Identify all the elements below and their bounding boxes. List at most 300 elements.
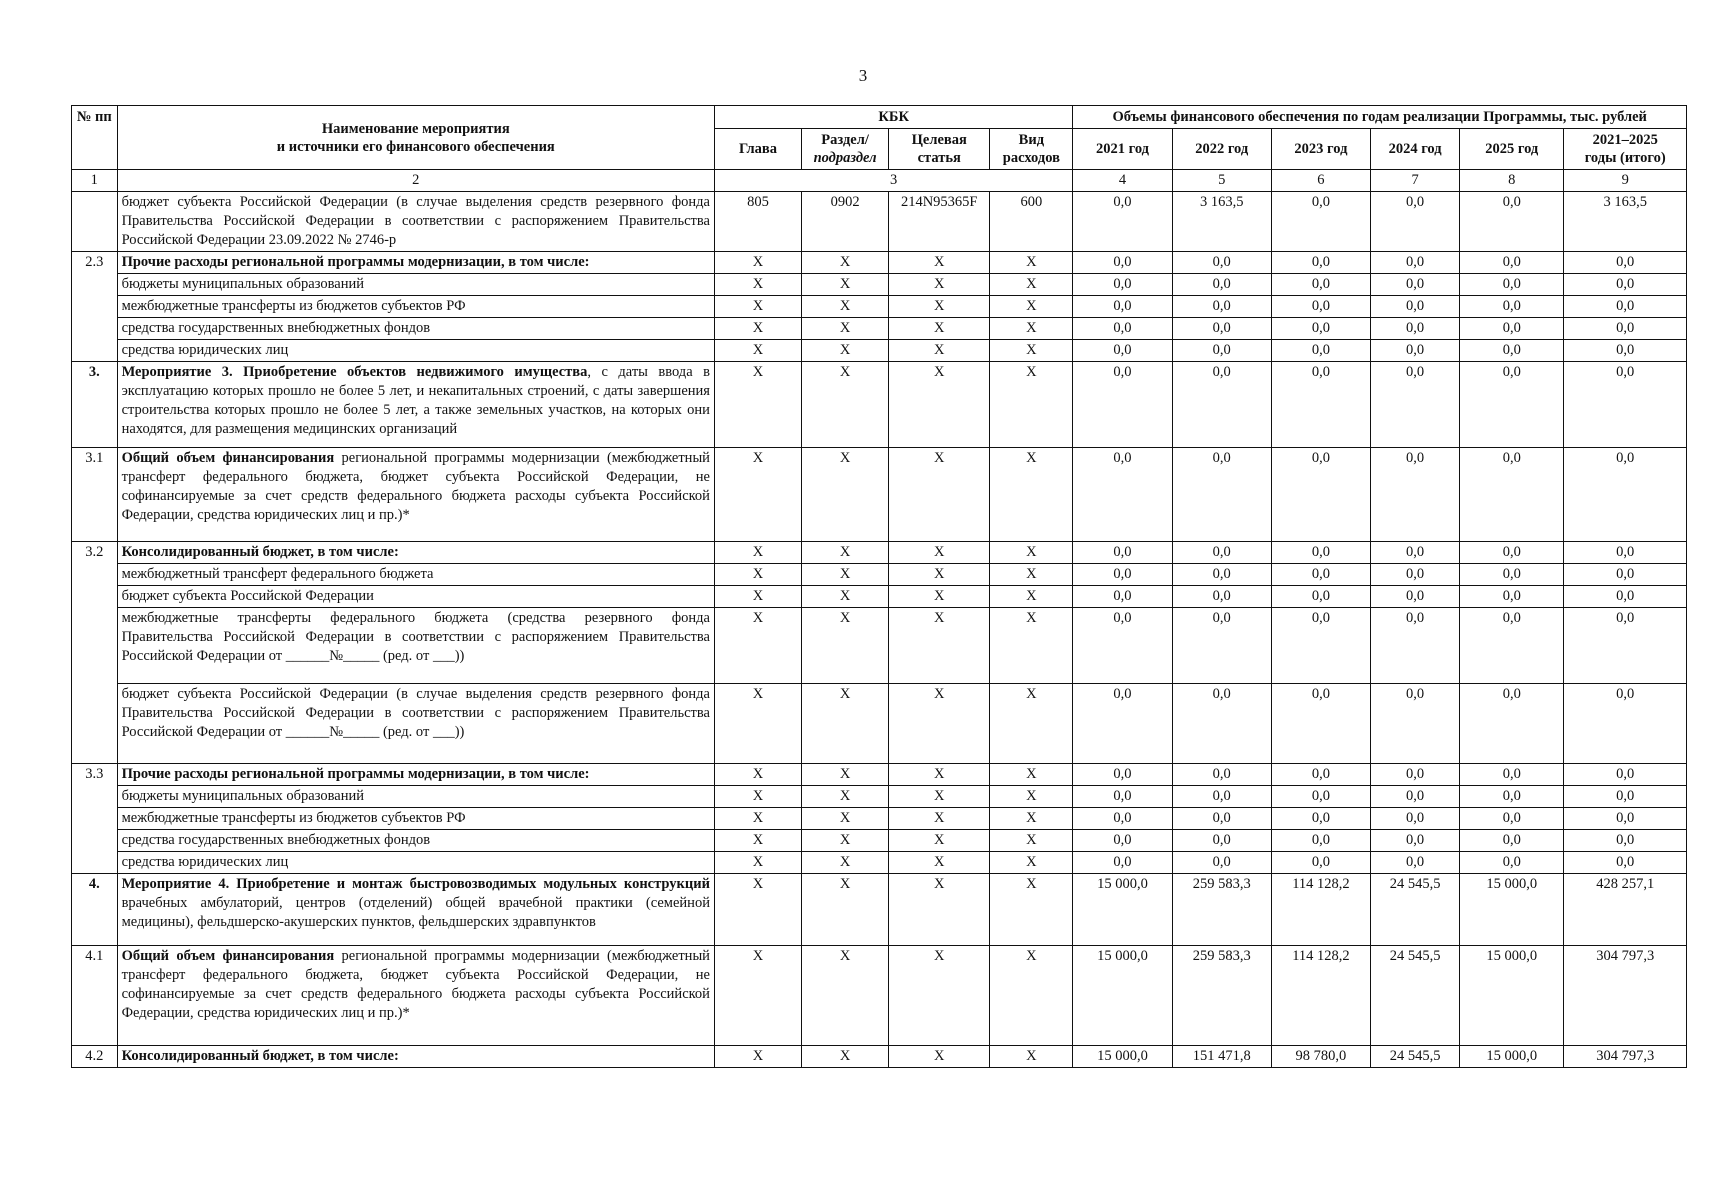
row-value: 0,0 xyxy=(1271,542,1370,564)
row-value: 0,0 xyxy=(1460,448,1564,542)
row-value: 0,0 xyxy=(1564,318,1687,340)
row-value: 0,0 xyxy=(1460,296,1564,318)
row-value: Х xyxy=(802,340,889,362)
row-name-bold: Мероприятие 4. Приобретение и монтаж быстровозводимых модульных конструкций xyxy=(121,876,710,892)
row-value: 0,0 xyxy=(1564,362,1687,448)
row-value: Х xyxy=(990,874,1073,946)
row-name xyxy=(117,318,714,340)
row-value: 0,0 xyxy=(1271,274,1370,296)
row-value: 0,0 xyxy=(1271,362,1370,448)
row-value: 0,0 xyxy=(1371,852,1460,874)
row-value: Х xyxy=(802,684,889,764)
row-value: 0,0 xyxy=(1564,830,1687,852)
row-value: 0,0 xyxy=(1564,808,1687,830)
row-value: 0,0 xyxy=(1460,542,1564,564)
row-value: Х xyxy=(802,318,889,340)
row-value: Х xyxy=(889,340,990,362)
header-total-b: годы (итого) xyxy=(1584,150,1666,166)
row-value: Х xyxy=(714,362,801,448)
row-value: Х xyxy=(990,296,1073,318)
table-row xyxy=(72,564,1687,586)
colnum: 4 xyxy=(1073,170,1172,192)
row-value: 0,0 xyxy=(1460,586,1564,608)
row-value: 0,0 xyxy=(1172,296,1271,318)
row-value: Х xyxy=(714,1046,801,1068)
row-name-bold: Консолидированный бюджет, в том числе: xyxy=(121,1048,399,1064)
row-value: 0,0 xyxy=(1371,192,1460,252)
table-row xyxy=(72,808,1687,830)
row-value: 114 128,2 xyxy=(1271,874,1370,946)
row-value: 0,0 xyxy=(1073,608,1172,684)
row-value: Х xyxy=(889,296,990,318)
row-value: 0,0 xyxy=(1271,808,1370,830)
header-2025: 2025 год xyxy=(1460,129,1564,170)
row-value: Х xyxy=(802,252,889,274)
row-index: 4.1 xyxy=(72,946,118,1046)
row-value: 0,0 xyxy=(1271,318,1370,340)
row-value: 0,0 xyxy=(1073,448,1172,542)
table-row xyxy=(72,684,1687,764)
row-value: 0,0 xyxy=(1564,684,1687,764)
row-value: 0,0 xyxy=(1564,274,1687,296)
row-index: 3.3 xyxy=(72,764,118,874)
row-value: 259 583,3 xyxy=(1172,946,1271,1046)
row-value: 0,0 xyxy=(1271,296,1370,318)
row-name-text: межбюджетные трансферты из бюджетов субъектов РФ xyxy=(121,298,466,314)
header-glava: Глава xyxy=(714,129,801,170)
row-value: 0,0 xyxy=(1271,764,1370,786)
row-value: Х xyxy=(889,586,990,608)
row-name xyxy=(117,448,714,542)
row-value: 24 545,5 xyxy=(1371,874,1460,946)
row-value: Х xyxy=(889,874,990,946)
header-name xyxy=(117,106,714,170)
row-index: 3.2 xyxy=(72,542,118,764)
row-value: 0,0 xyxy=(1564,786,1687,808)
table-row xyxy=(72,362,1687,448)
table-row xyxy=(72,764,1687,786)
colnum: 1 xyxy=(72,170,118,192)
row-value: Х xyxy=(889,252,990,274)
row-value: 151 471,8 xyxy=(1172,1046,1271,1068)
row-value: 0,0 xyxy=(1271,608,1370,684)
row-value: 0,0 xyxy=(1564,586,1687,608)
row-name xyxy=(117,1046,714,1068)
row-value: 0,0 xyxy=(1172,340,1271,362)
row-value: 600 xyxy=(990,192,1073,252)
row-value: Х xyxy=(714,252,801,274)
row-value: 0,0 xyxy=(1172,362,1271,448)
row-value: 0,0 xyxy=(1073,192,1172,252)
row-value: Х xyxy=(802,448,889,542)
row-name xyxy=(117,586,714,608)
financing-table xyxy=(71,105,1687,1068)
row-value: 0,0 xyxy=(1564,448,1687,542)
row-value: 0,0 xyxy=(1172,808,1271,830)
row-value: 214N95365F xyxy=(889,192,990,252)
row-index: 4.2 xyxy=(72,1046,118,1068)
table-row xyxy=(72,586,1687,608)
row-name-text: бюджеты муниципальных образований xyxy=(121,788,364,804)
row-value: 24 545,5 xyxy=(1371,1046,1460,1068)
row-value: 0,0 xyxy=(1371,296,1460,318)
row-value: Х xyxy=(714,764,801,786)
row-value: 98 780,0 xyxy=(1271,1046,1370,1068)
table-row xyxy=(72,786,1687,808)
row-value: Х xyxy=(990,252,1073,274)
row-value: 15 000,0 xyxy=(1073,874,1172,946)
row-value: Х xyxy=(889,542,990,564)
row-value: Х xyxy=(990,586,1073,608)
row-value: 0902 xyxy=(802,192,889,252)
row-value: 24 545,5 xyxy=(1371,946,1460,1046)
row-value: Х xyxy=(889,274,990,296)
row-value: 0,0 xyxy=(1073,362,1172,448)
colnum: 6 xyxy=(1271,170,1370,192)
row-value: 0,0 xyxy=(1271,786,1370,808)
row-value: 0,0 xyxy=(1371,764,1460,786)
row-value: 0,0 xyxy=(1172,252,1271,274)
table-row xyxy=(72,274,1687,296)
header-2021: 2021 год xyxy=(1073,129,1172,170)
header-name-line1: Наименование мероприятия xyxy=(321,120,510,137)
row-value: 0,0 xyxy=(1073,252,1172,274)
row-value: Х xyxy=(889,564,990,586)
header-total-a: 2021–2025 xyxy=(1592,132,1658,148)
row-name-text: бюджеты муниципальных образований xyxy=(121,276,364,292)
row-value: 0,0 xyxy=(1371,808,1460,830)
row-value: 0,0 xyxy=(1172,586,1271,608)
row-value: Х xyxy=(714,318,801,340)
row-value: 0,0 xyxy=(1073,764,1172,786)
header-2022: 2022 год xyxy=(1172,129,1271,170)
header-vid-a: Вид xyxy=(1018,132,1045,148)
row-value: Х xyxy=(802,586,889,608)
row-index: 2.3 xyxy=(72,252,118,362)
row-value: Х xyxy=(889,608,990,684)
row-name-bold: Консолидированный бюджет, в том числе: xyxy=(121,544,399,560)
row-value: 0,0 xyxy=(1271,340,1370,362)
row-name-text: региональной программы модернизации (межбюджетный трансферт федерального бюджета, бюджет субъекта Российской Федерации, не софинансируемые за счет средств федерального бюджета расходы субъекта Российской Федерации, средства юридических лиц и пр.)* xyxy=(121,450,710,523)
row-value: 0,0 xyxy=(1460,274,1564,296)
row-value: 0,0 xyxy=(1371,340,1460,362)
row-value: 0,0 xyxy=(1564,608,1687,684)
row-name-text: межбюджетные трансферты федерального бюджета (средства резервного фонда Правительства Российской Федерации в соответствии с распоряжением Правительства Российской Федерации от ______№_____ (ред. от ___)) xyxy=(121,610,710,664)
row-value: Х xyxy=(889,448,990,542)
row-value: Х xyxy=(990,946,1073,1046)
row-value: Х xyxy=(802,764,889,786)
row-value: 0,0 xyxy=(1371,252,1460,274)
row-value: 0,0 xyxy=(1271,252,1370,274)
row-value: 0,0 xyxy=(1271,448,1370,542)
row-value: Х xyxy=(802,1046,889,1068)
row-value: Х xyxy=(889,830,990,852)
row-value: Х xyxy=(802,296,889,318)
row-name-bold: Общий объем финансирования xyxy=(121,450,335,466)
table-row xyxy=(72,340,1687,362)
row-value: Х xyxy=(714,684,801,764)
row-value: 0,0 xyxy=(1172,564,1271,586)
row-value: Х xyxy=(714,564,801,586)
row-value: 0,0 xyxy=(1073,318,1172,340)
row-value: 0,0 xyxy=(1564,542,1687,564)
row-name xyxy=(117,296,714,318)
row-value: 0,0 xyxy=(1073,296,1172,318)
row-value: Х xyxy=(990,274,1073,296)
row-value: 428 257,1 xyxy=(1564,874,1687,946)
row-value: 0,0 xyxy=(1564,340,1687,362)
row-value: Х xyxy=(990,608,1073,684)
colnum: 2 xyxy=(117,170,714,192)
row-index xyxy=(72,192,118,252)
row-name-text: бюджет субъекта Российской Федерации xyxy=(121,588,374,604)
table-row xyxy=(72,946,1687,1046)
table-row xyxy=(72,448,1687,542)
row-name xyxy=(117,874,714,946)
row-value: 0,0 xyxy=(1073,852,1172,874)
row-value: 0,0 xyxy=(1371,274,1460,296)
row-name-bold: Прочие расходы региональной программы модернизации, в том числе: xyxy=(121,766,590,782)
table-row xyxy=(72,542,1687,564)
row-name xyxy=(117,608,714,684)
row-value: 0,0 xyxy=(1460,764,1564,786)
row-value: Х xyxy=(990,564,1073,586)
row-value: Х xyxy=(802,946,889,1046)
colnum: 8 xyxy=(1460,170,1564,192)
row-value: 15 000,0 xyxy=(1073,946,1172,1046)
row-value: 0,0 xyxy=(1172,852,1271,874)
table-row xyxy=(72,830,1687,852)
row-value: 0,0 xyxy=(1172,764,1271,786)
row-name-text: межбюджетный трансферт федерального бюджета xyxy=(121,566,434,582)
row-name xyxy=(117,684,714,764)
row-name-text: бюджет субъекта Российской Федерации (в случае выделения средств резервного фонда Правительства Российской Федерации в соответствии с распоряжением Правительства Российской Федерации 23.09.2022 № 2746-р xyxy=(121,194,710,248)
row-value: Х xyxy=(802,274,889,296)
row-value: 0,0 xyxy=(1564,296,1687,318)
row-value: Х xyxy=(714,340,801,362)
row-value: Х xyxy=(802,542,889,564)
row-name-text: , с даты ввода в эксплуатацию которых прошло не более 5 лет, и некапитальных строений, с даты завершения строительства которых прошло не более 5 лет, а также земельных участков, на которых они находятся, для размещения медицинских организаций xyxy=(121,364,710,437)
row-value: 114 128,2 xyxy=(1271,946,1370,1046)
row-value: Х xyxy=(714,448,801,542)
row-value: 0,0 xyxy=(1460,192,1564,252)
row-value: 0,0 xyxy=(1073,274,1172,296)
row-value: Х xyxy=(889,786,990,808)
row-value: 0,0 xyxy=(1271,586,1370,608)
row-value: Х xyxy=(714,586,801,608)
row-value: Х xyxy=(990,786,1073,808)
row-value: 0,0 xyxy=(1564,564,1687,586)
row-value: 0,0 xyxy=(1460,564,1564,586)
row-name-text: средства государственных внебюджетных фондов xyxy=(121,320,431,336)
row-value: Х xyxy=(990,448,1073,542)
row-name xyxy=(117,764,714,786)
row-value: Х xyxy=(990,362,1073,448)
row-value: Х xyxy=(802,808,889,830)
row-value: Х xyxy=(990,764,1073,786)
row-value: 0,0 xyxy=(1172,448,1271,542)
row-value: 0,0 xyxy=(1460,318,1564,340)
table-row xyxy=(72,852,1687,874)
row-value: Х xyxy=(802,786,889,808)
row-value: Х xyxy=(714,542,801,564)
row-name-bold: Прочие расходы региональной программы модернизации, в том числе: xyxy=(121,254,590,270)
table-row xyxy=(72,874,1687,946)
header-num: № пп xyxy=(72,106,118,170)
row-index: 4. xyxy=(72,874,118,946)
row-value: 0,0 xyxy=(1371,586,1460,608)
header-2024: 2024 год xyxy=(1371,129,1460,170)
row-name xyxy=(117,340,714,362)
row-name xyxy=(117,192,714,252)
row-value: Х xyxy=(889,808,990,830)
header-total xyxy=(1564,129,1687,170)
page-number: 3 xyxy=(858,66,868,85)
row-value: Х xyxy=(802,564,889,586)
row-value: Х xyxy=(889,1046,990,1068)
row-value: Х xyxy=(990,1046,1073,1068)
row-value: 0,0 xyxy=(1073,564,1172,586)
row-value: 0,0 xyxy=(1271,564,1370,586)
row-value: 0,0 xyxy=(1460,340,1564,362)
row-value: Х xyxy=(714,274,801,296)
row-value: 3 163,5 xyxy=(1564,192,1687,252)
header-razdel xyxy=(802,129,889,170)
row-name-text: межбюджетные трансферты из бюджетов субъектов РФ xyxy=(121,810,466,826)
row-name xyxy=(117,946,714,1046)
row-value: 0,0 xyxy=(1172,786,1271,808)
column-numbers-row xyxy=(72,170,1687,192)
row-name-text: средства юридических лиц xyxy=(121,342,289,358)
row-value: 0,0 xyxy=(1172,318,1271,340)
table-row xyxy=(72,318,1687,340)
row-value: Х xyxy=(714,830,801,852)
header-2023: 2023 год xyxy=(1271,129,1370,170)
row-value: 0,0 xyxy=(1371,318,1460,340)
row-value: 0,0 xyxy=(1371,564,1460,586)
row-value: 0,0 xyxy=(1172,684,1271,764)
header-vid-b: расходов xyxy=(1002,150,1060,166)
row-value: 0,0 xyxy=(1172,542,1271,564)
row-value: Х xyxy=(990,852,1073,874)
row-value: Х xyxy=(714,296,801,318)
row-value: Х xyxy=(990,830,1073,852)
row-name xyxy=(117,786,714,808)
row-value: 0,0 xyxy=(1172,274,1271,296)
header-razdel-b: подраздел xyxy=(813,150,877,166)
row-value: 0,0 xyxy=(1172,830,1271,852)
row-name xyxy=(117,808,714,830)
row-index: 3. xyxy=(72,362,118,448)
row-value: 0,0 xyxy=(1073,808,1172,830)
row-value: Х xyxy=(802,608,889,684)
row-value: Х xyxy=(802,362,889,448)
table-row xyxy=(72,296,1687,318)
row-value: 0,0 xyxy=(1564,764,1687,786)
row-value: Х xyxy=(889,852,990,874)
row-value: 0,0 xyxy=(1073,586,1172,608)
row-value: 0,0 xyxy=(1271,830,1370,852)
table-row xyxy=(72,1046,1687,1068)
row-value: Х xyxy=(714,852,801,874)
row-value: 0,0 xyxy=(1073,542,1172,564)
row-value: 0,0 xyxy=(1460,808,1564,830)
header-vid xyxy=(990,129,1073,170)
row-value: Х xyxy=(990,340,1073,362)
row-value: 0,0 xyxy=(1460,830,1564,852)
row-value: 0,0 xyxy=(1564,252,1687,274)
row-name-text: врачебных амбулаторий, центров (отделений) общей врачебной практики (семейной медицины), фельдшерско-акушерских пунктов, фельдшерских здравпунктов xyxy=(121,895,710,930)
row-name-bold: Общий объем финансирования xyxy=(121,948,335,964)
row-value: 0,0 xyxy=(1460,786,1564,808)
row-value: 0,0 xyxy=(1371,786,1460,808)
colnum: 3 xyxy=(714,170,1072,192)
row-name xyxy=(117,274,714,296)
header-razdel-a: Раздел/ xyxy=(821,132,869,148)
row-value: Х xyxy=(714,608,801,684)
row-value: 0,0 xyxy=(1371,684,1460,764)
row-name-text: средства государственных внебюджетных фондов xyxy=(121,832,431,848)
row-value: 0,0 xyxy=(1172,608,1271,684)
row-value: 304 797,3 xyxy=(1564,946,1687,1046)
row-value: Х xyxy=(714,786,801,808)
row-name-bold: Мероприятие 3. Приобретение объектов недвижимого имущества xyxy=(121,364,588,380)
row-value: 15 000,0 xyxy=(1460,1046,1564,1068)
row-value: 0,0 xyxy=(1371,542,1460,564)
row-value: 805 xyxy=(714,192,801,252)
table-row xyxy=(72,252,1687,274)
row-value: 0,0 xyxy=(1371,448,1460,542)
row-name xyxy=(117,362,714,448)
row-name xyxy=(117,830,714,852)
row-value: Х xyxy=(802,852,889,874)
row-value: 0,0 xyxy=(1271,852,1370,874)
row-value: 0,0 xyxy=(1371,608,1460,684)
row-value: 0,0 xyxy=(1371,830,1460,852)
row-value: 15 000,0 xyxy=(1460,946,1564,1046)
row-name xyxy=(117,252,714,274)
row-value: 0,0 xyxy=(1073,684,1172,764)
row-value: Х xyxy=(889,764,990,786)
row-name-text: региональной программы модернизации (межбюджетный трансферт федерального бюджета, бюджет субъекта Российской Федерации, не софинансируемые за счет средств федерального бюджета расходы субъекта Российской Федерации, средства юридических лиц и пр.)* xyxy=(121,948,710,1021)
row-value: 0,0 xyxy=(1460,362,1564,448)
row-name xyxy=(117,564,714,586)
table-row xyxy=(72,192,1687,252)
row-value: 0,0 xyxy=(1460,852,1564,874)
row-value: Х xyxy=(990,684,1073,764)
row-value: 0,0 xyxy=(1460,608,1564,684)
row-name xyxy=(117,852,714,874)
row-value: Х xyxy=(714,874,801,946)
row-value: 0,0 xyxy=(1271,684,1370,764)
row-value: Х xyxy=(714,808,801,830)
colnum: 9 xyxy=(1564,170,1687,192)
row-value: 3 163,5 xyxy=(1172,192,1271,252)
row-value: Х xyxy=(990,808,1073,830)
row-value: 0,0 xyxy=(1073,786,1172,808)
row-value: Х xyxy=(714,946,801,1046)
row-value: Х xyxy=(990,542,1073,564)
row-value: 0,0 xyxy=(1460,252,1564,274)
header-kbk: КБК xyxy=(714,106,1072,129)
row-value: 15 000,0 xyxy=(1460,874,1564,946)
row-value: 15 000,0 xyxy=(1073,1046,1172,1068)
row-value: 0,0 xyxy=(1371,362,1460,448)
row-value: Х xyxy=(802,874,889,946)
row-value: Х xyxy=(889,362,990,448)
colnum: 7 xyxy=(1371,170,1460,192)
row-value: Х xyxy=(889,946,990,1046)
